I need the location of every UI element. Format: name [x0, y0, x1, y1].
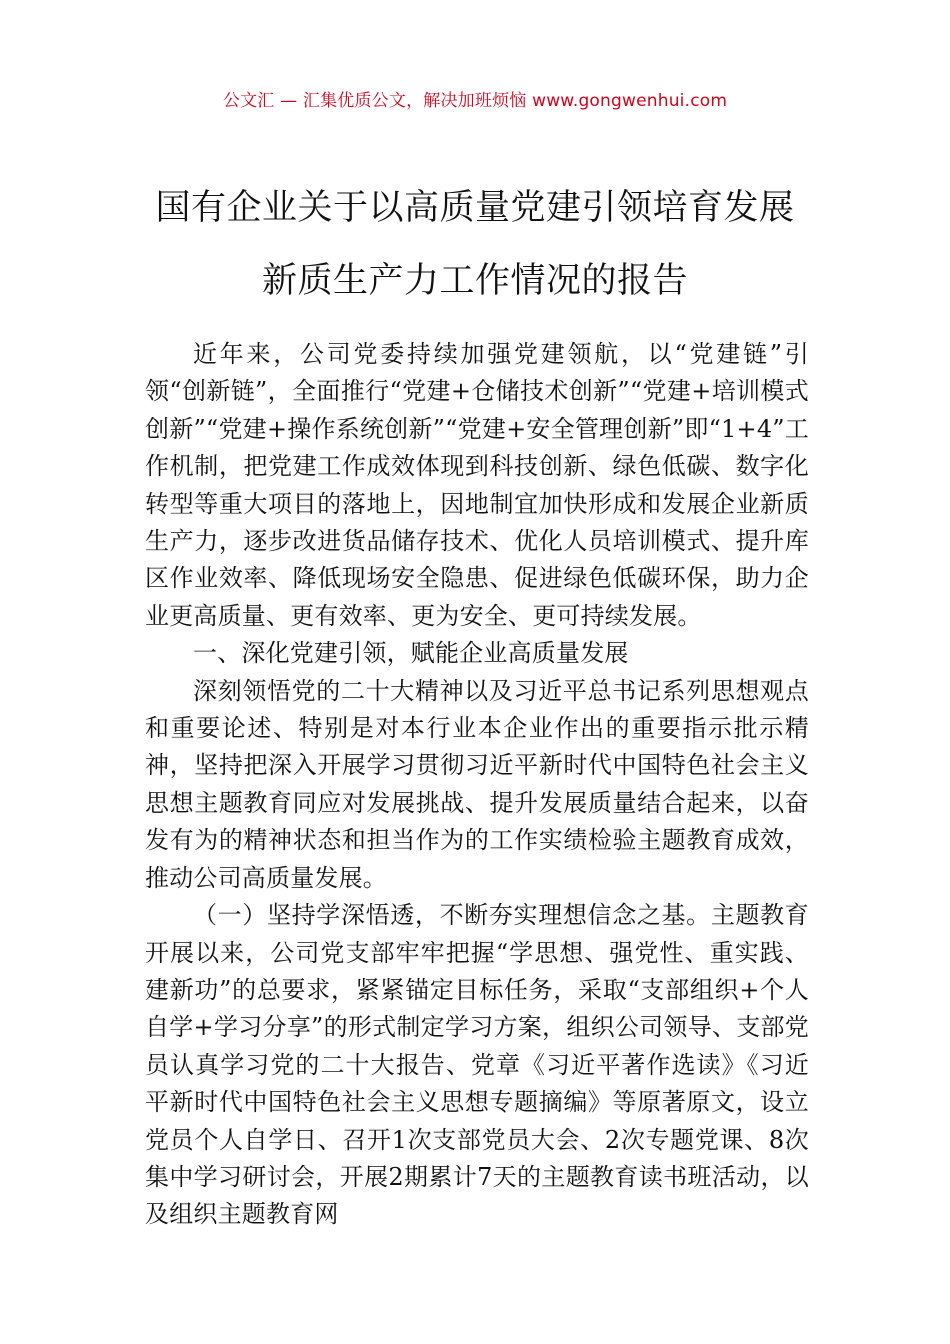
document-title-line-1: 国有企业关于以高质量党建引领培育发展	[155, 188, 795, 228]
watermark-header[interactable]: 公文汇 — 汇集优质公文，解决加班烦恼 www.gongwenhui.com	[222, 91, 728, 111]
paragraph-subsection-1: （一）坚持学深悟透，不断夯实理想信念之基。主题教育开展以来，公司党支部牢牢把握“学思想、强党性、重实践、建新功”的总要求，紧紧锚定目标任务，采取“支部组织+个人自学+学习分享”的形式制定学习方案，组织公司领导、支部党员认真学习党的二十大报告、党章《习近平著作选读》《习近平新时代中国特色社会主义思想专题摘编》等原著原文，设立党员个人自学日、召开1次支部党员大会、2次专题党课、8次集中学习研讨会，开展2期累计7天的主题教育读书班活动，以及组织主题教育网	[145, 901, 809, 1229]
paragraph-section-1: 深刻领悟党的二十大精神以及习近平总书记系列思想观点和重要论述、特别是对本行业本企业作出的重要指示批示精神，坚持把深入开展学习贯彻习近平新时代中国特色社会主义思想主题教育同应对发展挑战、提升发展质量结合起来，以奋发有为的精神状态和担当作为的工作实绩检验主题教育成效，推动公司高质量发展。	[145, 676, 809, 892]
section-heading-1: 一、深化党建引领，赋能企业高质量发展	[193, 639, 629, 668]
document-title-line-2: 新质生产力工作情况的报告	[261, 261, 688, 301]
paragraph-intro: 近年来，公司党委持续加强党建领航，以“党建链”引领“创新链”，全面推行“党建+仓储技术创新”“党建+培训模式创新”“党建+操作系统创新”“党建+安全管理创新”即“1+4”工作机制，把党建工作成效体现到科技创新、绿色低碳、数字化转型等重大项目的落地上，因地制宜加快形成和发展企业新质生产力，逐步改进货品储存技术、优化人员培训模式、提升库区作业效率、降低现场安全隐患、促进绿色低碳环保，助力企业更高质量、更有效率、更为安全、更可持续发展。	[145, 340, 809, 630]
document-body	[145, 336, 809, 1234]
